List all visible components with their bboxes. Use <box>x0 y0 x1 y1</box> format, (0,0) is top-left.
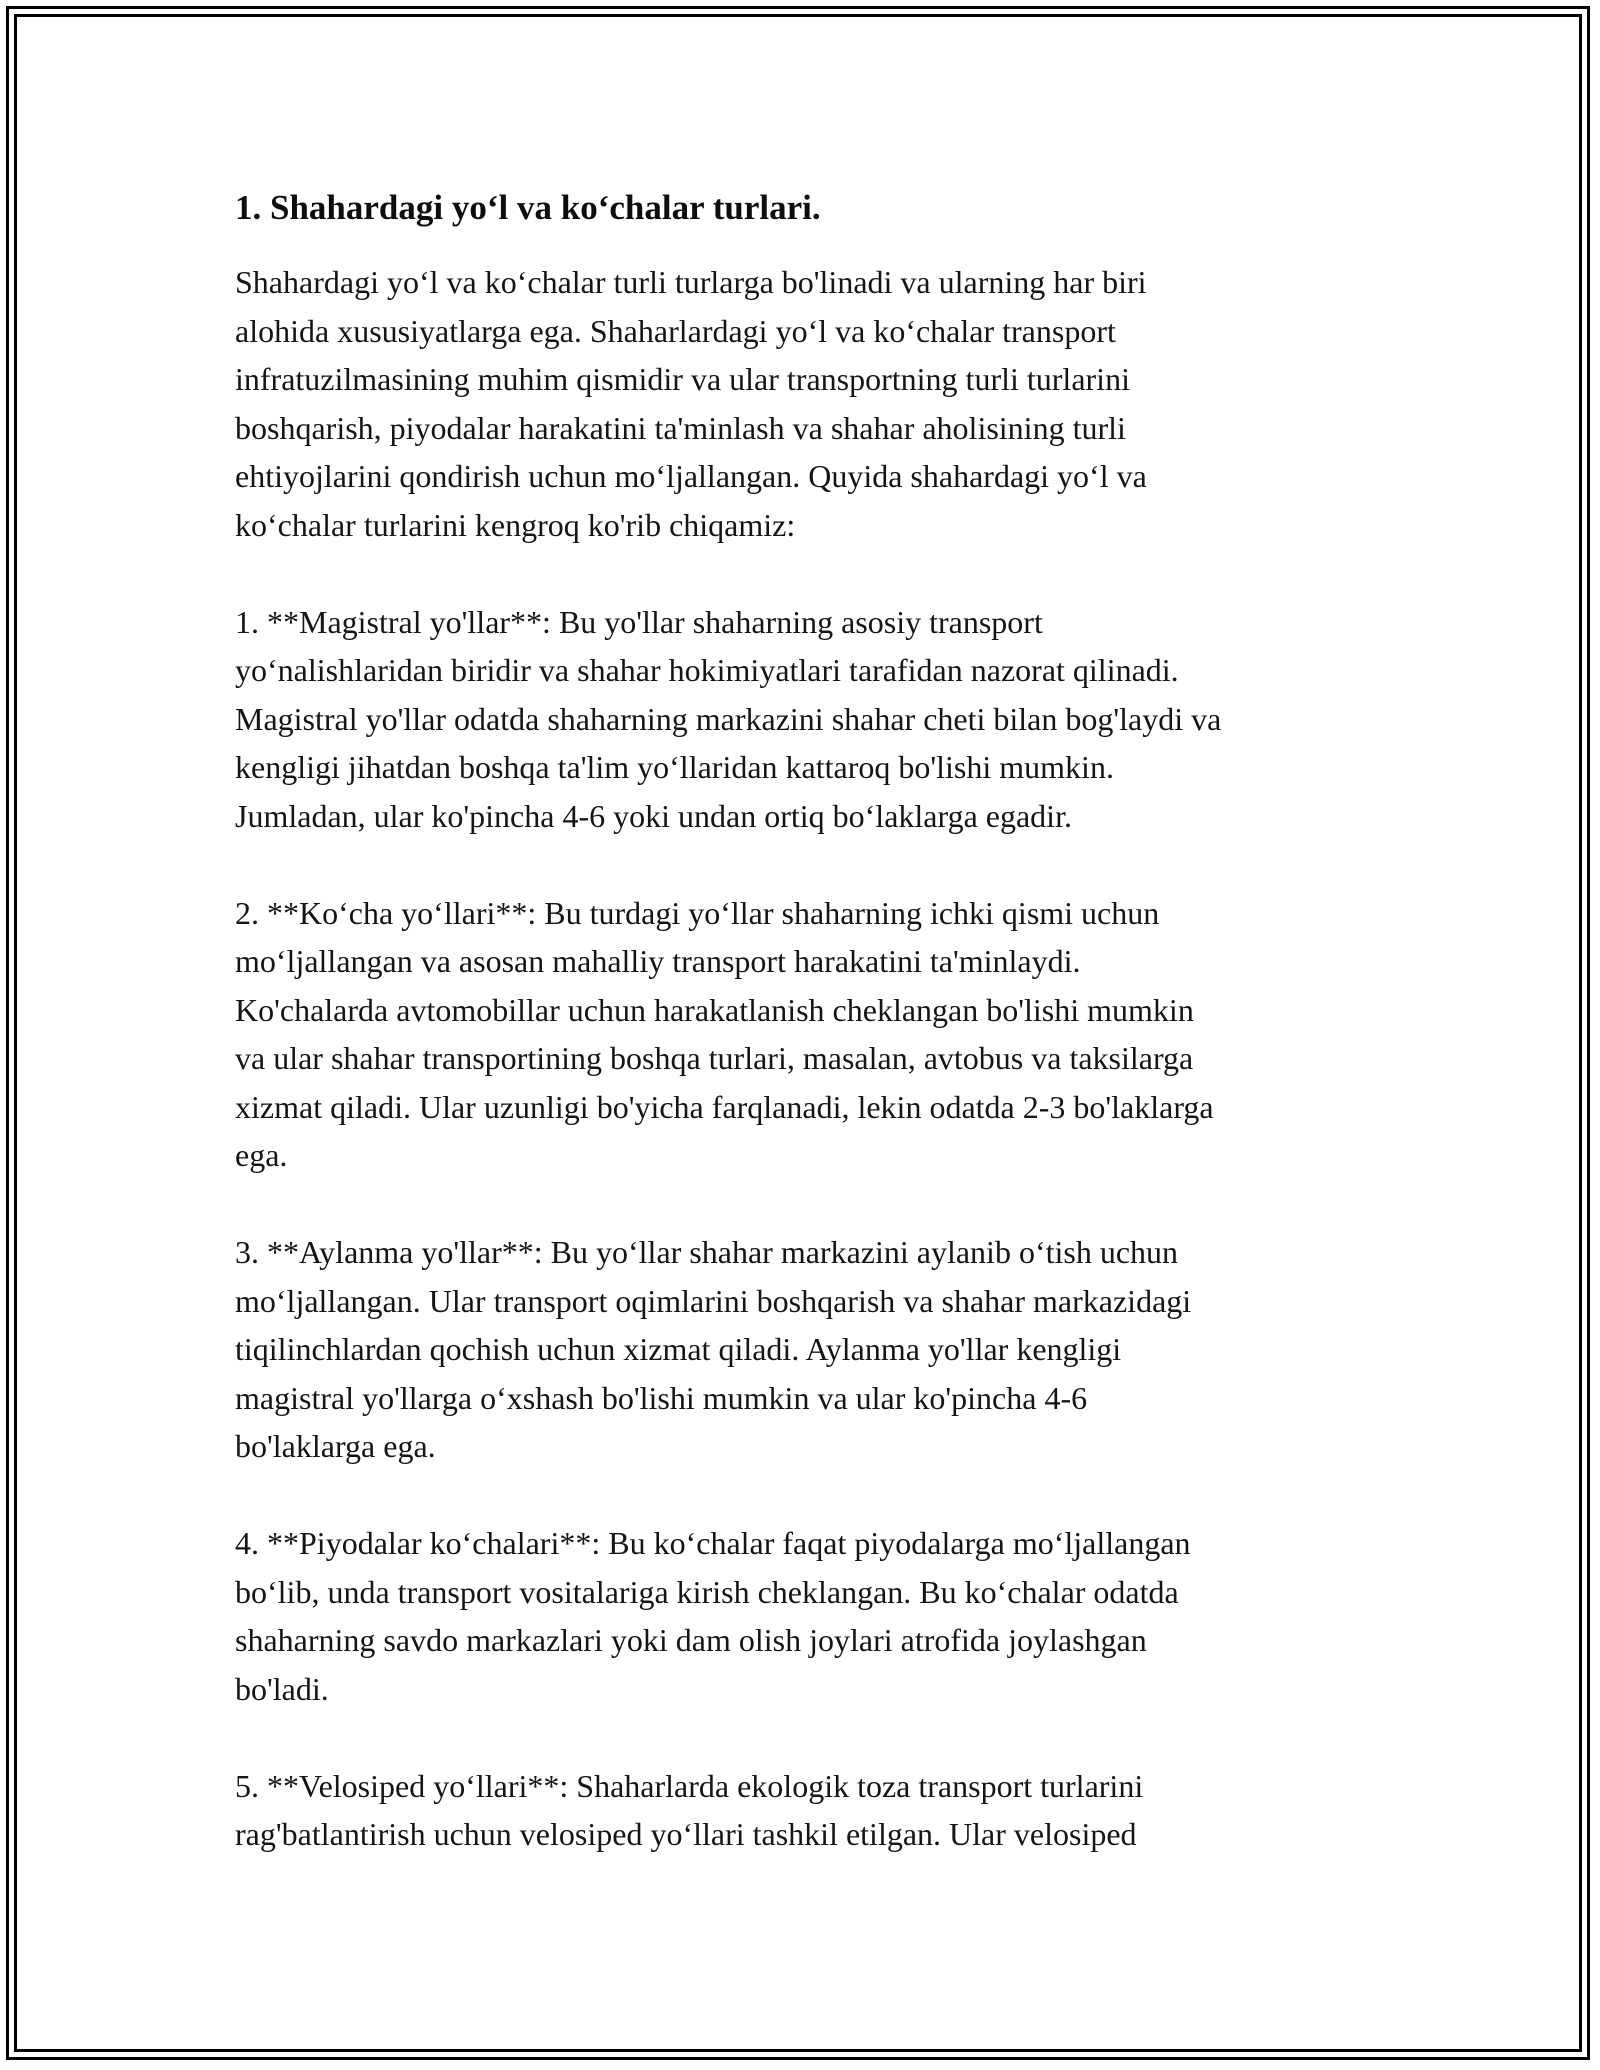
list-item-magistral: 1. **Magistral yo'llar**: Bu yo'llar shaharning asosiy transport yo‘nalishlaridan biridir va shahar hokimiyatlari tarafidan nazorat qilinadi. Magistral yo'llar odatda shaharning markazini shahar cheti bilan bog'laydi va kengligi jihatdan boshqa ta'lim yo‘llaridan kattaroq bo'lishi mumkin. Jumladan, ular ko'pincha 4-6 yoki undan ortiq bo‘laklarga egadir. <box>235 603 1222 834</box>
list-item-aylanma: 3. **Aylanma yo'llar**: Bu yo‘llar shahar markazini aylanib o‘tish uchun mo‘ljallangan. Ular transport oqimlarini boshqarish va shahar markazidagi tiqilinchlardan qochish uchun xizmat qiladi. Aylanma yo'llar kengligi magistral yo'llarga o‘xshash bo'lishi mumkin va ular ko'pincha 4-6 bo'laklarga ega. <box>235 1234 1192 1464</box>
intro-paragraph: Shahardagi yo‘l va ko‘chalar turli turlarga bo'linadi va ularning har biri alohida xususiyatlarga ega. Shaharlardagi yo‘l va ko‘chalar transport infratuzilmasining muhim qismidir va ular transportning turli turlarini boshqarish, piyodalar harakatini ta'minlash va shahar aholisining turli ehtiyojlarini qondirish uchun mo‘ljallangan. Quyida shahardagi yo‘l va ko‘chalar turlarini kengroq ko'rib chiqamiz: <box>235 264 1147 543</box>
list-item-velosiped: 5. **Velosiped yo‘llari**: Shaharlarda ekologik toza transport turlarini rag'batlantirish uchun velosiped yo‘llari tashkil etilgan. Ular velosiped <box>235 1767 1144 1852</box>
list-item-kocha: 2. **Ko‘cha yo‘llari**: Bu turdagi yo‘llar shaharning ichki qismi uchun mo‘ljallangan va asosan mahalliy transport harakatini ta'minlaydi. Ko'chalarda avtomobillar uchun harakatlanish cheklangan bo'lishi mumkin va ular shahar transportining boshqa turlari, masalan, avtobus va taksilarga xizmat qiladi. Ular uzunligi bo'yicha farqlanadi, lekin odatda 2-3 bo'laklarga ega. <box>235 894 1214 1173</box>
document-body <box>235 188 1385 1859</box>
section-heading: 1. Shahardagi yo‘l va ko‘chalar turlari. <box>235 188 821 227</box>
list-item-piyodalar: 4. **Piyodalar ko‘chalari**: Bu ko‘chalar faqat piyodalarga mo‘ljallangan bo‘lib, unda transport vositalariga kirish cheklangan. Bu ko‘chalar odatda shaharning savdo markazlari yoki dam olish joylari atrofida joylashgan bo'ladi. <box>235 1525 1191 1707</box>
